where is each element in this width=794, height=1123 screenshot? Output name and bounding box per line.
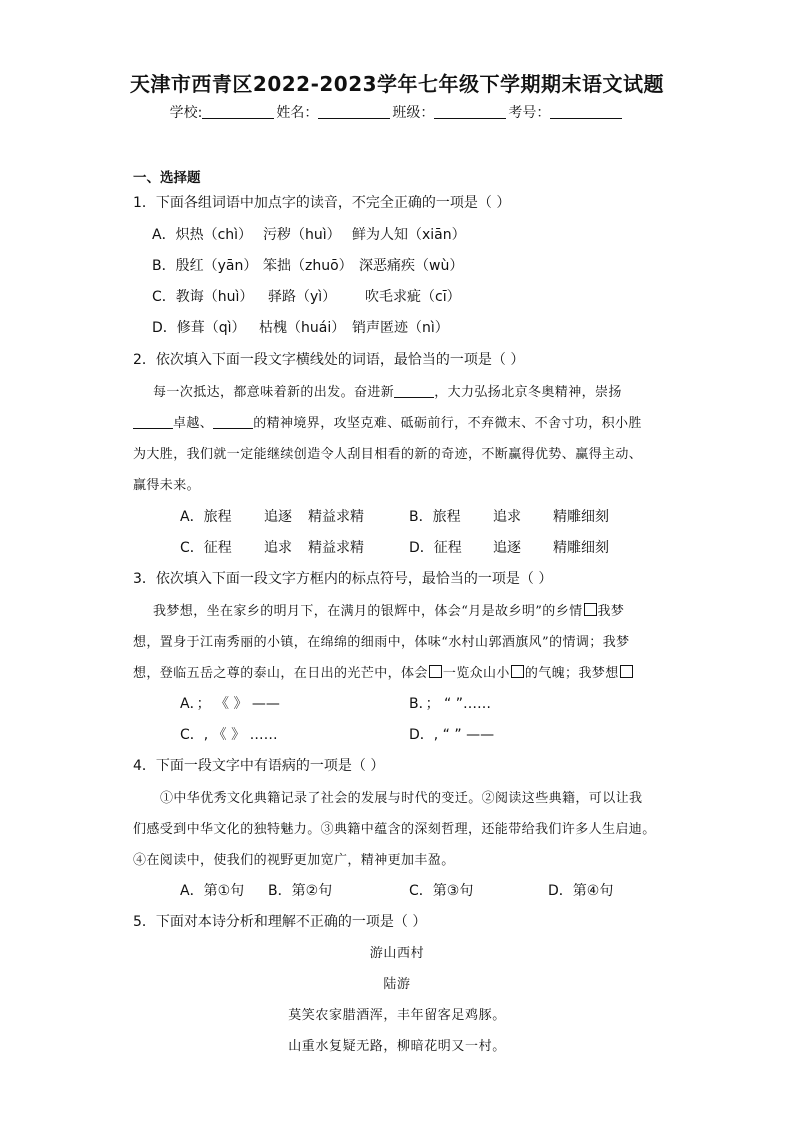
- q2-option-b: B．旅程 追求 精雕细刻: [409, 509, 609, 525]
- q3-passage-line-2: 想，置身于江南秀丽的小镇，在绵绵的细雨中，体味“水村山郭酒旗风”的情调；我梦: [133, 635, 630, 650]
- q1-option-d: D．修葺（qì） 枯槐（huái） 销声匿迹（nì）: [152, 320, 449, 336]
- class-blank: [434, 104, 506, 119]
- punctuation-box: [620, 665, 633, 678]
- q3-passage-line-1: 我梦想，坐在家乡的明月下，在满月的银辉中，体会“月是故乡明”的乡情 我梦: [153, 604, 625, 619]
- q4-option-b: B．第②句: [268, 883, 333, 899]
- fill-blank: [133, 416, 173, 429]
- fill-blank: [394, 385, 434, 398]
- poem-author: 陆游: [383, 977, 411, 992]
- q3-option-b: B．； “ ”……: [409, 696, 492, 712]
- school-label: 学校:: [169, 105, 203, 121]
- student-info-line: [0, 102, 794, 122]
- question-5-stem: 5．下面对本诗分析和理解不正确的一项是（ ）: [133, 914, 427, 930]
- question-4-stem: 4．下面一段文字中有语病的一项是（ ）: [133, 758, 385, 774]
- poem-title: 游山西村: [369, 946, 425, 961]
- q2-option-d: D．征程 追逐 精雕细刻: [409, 540, 609, 556]
- page-title: 天津市西青区2022-2023学年七年级下学期期末语文试题: [129, 72, 665, 96]
- q4-option-d: D．第④句: [548, 883, 614, 899]
- school-blank: [202, 104, 274, 119]
- fill-blank: [213, 416, 253, 429]
- q1-option-b: B．殷红（yān） 笨拙（zhuō） 深恶痛疾（wù）: [152, 258, 464, 274]
- q4-passage-line-3: ④在阅读中，使我们的视野更加宽广，精神更加丰盈。: [133, 853, 455, 868]
- q2-passage-line-4: 赢得未来。: [133, 478, 201, 493]
- q2-passage-line-2: 卓越、 的精神境界，攻坚克难、砥砺前行，不弃微末、不舍寸功，积小胜: [133, 412, 663, 431]
- poem-line-2: 山重水复疑无路，柳暗花明又一村。: [288, 1039, 506, 1054]
- punctuation-box: [429, 665, 442, 678]
- q1-option-a: A．炽热（chì） 污秽（huì） 鲜为人知（xiān）: [152, 227, 466, 243]
- q3-passage-line-3: 想，登临五岳之尊的泰山，在日出的光芒中，体会 一览众山小 的气魄；我梦想: [133, 662, 663, 681]
- question-2-stem: 2．依次填入下面一段文字横线处的词语，最恰当的一项是（ ）: [133, 352, 525, 368]
- q2-option-c: C．征程 追求 精益求精: [180, 540, 364, 556]
- q4-option-a: A．第①句: [180, 883, 245, 899]
- section-heading: 一、选择题: [133, 170, 201, 186]
- id-blank: [550, 104, 622, 119]
- class-label: 班级：: [392, 105, 435, 121]
- question-3-stem: 3．依次填入下面一段文字方框内的标点符号，最恰当的一项是（ ）: [133, 571, 553, 587]
- name-label: 姓名：: [276, 105, 319, 121]
- q2-passage-line-3: 为大胜，我们就一定能继续创造令人刮目相看的新的奇迹，不断赢得优势、赢得主动、: [133, 447, 643, 462]
- question-1-stem: 1．下面各组词语中加点字的读音，不完全正确的一项是（ ）: [133, 195, 511, 211]
- name-blank: [318, 104, 390, 119]
- id-label: 考号：: [508, 105, 551, 121]
- q3-option-d: D．, “ ” ——: [409, 727, 495, 743]
- q4-passage-line-1: ①中华优秀文化典籍记录了社会的发展与时代的变迁。②阅读这些典籍，可以让我: [160, 791, 643, 806]
- punctuation-box: [511, 665, 524, 678]
- q3-option-c: C．, 《 》 ……: [180, 727, 278, 743]
- q4-option-c: C．第③句: [409, 883, 474, 899]
- q4-passage-line-2: 们感受到中华文化的独特魅力。③典籍中蕴含的深刻哲理，还能带给我们许多人生启迪。: [133, 822, 656, 837]
- punctuation-box: [584, 603, 597, 616]
- q2-option-a: A．旅程 追逐 精益求精: [180, 509, 364, 525]
- q3-option-a: A．； 《 》 ——: [180, 696, 280, 712]
- q1-option-c: C．教诲（huì） 驿路（yì） 吹毛求疵（cī）: [152, 289, 461, 305]
- q2-passage-line-1: 每一次抵达，都意味着新的出发。奋进新 ，大力弘扬北京冬奥精神，崇扬: [153, 385, 622, 400]
- poem-line-1: 莫笑农家腊酒浑，丰年留客足鸡豚。: [288, 1008, 506, 1023]
